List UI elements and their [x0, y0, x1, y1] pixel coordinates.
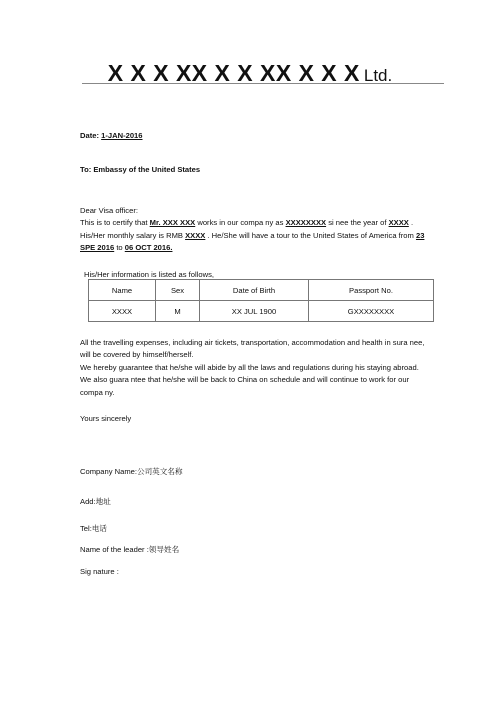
- employee-position: XXXXXXXX: [285, 218, 327, 227]
- table-header-cell: Sex: [156, 280, 200, 301]
- salutation: Dear Visa officer:: [80, 206, 138, 215]
- footer-tel: Tel:电话: [80, 524, 108, 533]
- paragraph1-line2: [80, 230, 424, 242]
- employment-year: XXXX: [388, 218, 409, 227]
- paragraph2-line2: will be covered by himself/herself.: [80, 350, 194, 359]
- paragraph2-line5: compa ny.: [80, 388, 115, 397]
- paragraph1-line1: [80, 217, 413, 229]
- table-header-cell: Passport No.: [309, 280, 434, 301]
- text-segment: . He/She will have a tour to the United States of America from: [205, 231, 416, 240]
- employee-name: Mr. XXX XXX: [149, 218, 196, 227]
- table-header-cell: Date of Birth: [200, 280, 309, 301]
- text-segment: This is to certify that: [80, 218, 150, 227]
- header-divider: [82, 83, 444, 84]
- table-row: [89, 301, 434, 322]
- table-cell: XX JUL 1900: [200, 301, 309, 322]
- table-cell: GXXXXXXXX: [309, 301, 434, 322]
- travel-to-date: 06 OCT 2016.: [124, 243, 173, 252]
- table-cell: M: [156, 301, 200, 322]
- closing: Yours sincerely: [80, 414, 132, 423]
- paragraph2-line3: We hereby guarantee that he/she will abide by all the laws and regulations during his staying abroad.: [80, 363, 419, 372]
- travel-from-date: SPE 2016: [80, 243, 115, 252]
- footer-signature: Sig nature :: [80, 567, 119, 576]
- travel-from-day: 23: [415, 231, 425, 240]
- footer-address: Add:地址: [80, 497, 111, 506]
- salary-amount: XXXX: [185, 231, 206, 240]
- text-segment: to: [114, 243, 125, 252]
- text-segment: His/Her monthly salary is RMB: [80, 231, 186, 240]
- table-header-cell: Name: [89, 280, 156, 301]
- text-segment: .: [408, 218, 414, 227]
- table-cell: XXXX: [89, 301, 156, 322]
- paragraph1-line3: [80, 242, 172, 254]
- footer-leader: Name of the leader :领导姓名: [80, 545, 180, 554]
- footer-company-name: Company Name:公司英文名称: [80, 467, 183, 476]
- company-suffix: Ltd.: [363, 66, 393, 85]
- date-line: [80, 130, 143, 142]
- text-segment: works in our compa ny as: [195, 218, 286, 227]
- paragraph2-line4: We also guara ntee that he/she will be back to China on schedule and will continue to work for our: [80, 375, 410, 384]
- info-table: [88, 279, 434, 322]
- text-segment: si nee the year of: [326, 218, 389, 227]
- company-letterhead: [0, 60, 500, 90]
- info-intro: His/Her information is listed as follows,: [84, 270, 214, 279]
- company-name: X X X XX X X XX X X X: [107, 60, 360, 86]
- table-header-row: [89, 280, 434, 301]
- paragraph2-line1: All the travelling expenses, including air tickets, transportation, accommodation and health in sura nee,: [80, 338, 425, 347]
- recipient-line: To: Embassy of the United States: [80, 165, 201, 174]
- date-label: Date:: [80, 131, 99, 140]
- date-value: 1-JAN-2016: [101, 131, 143, 140]
